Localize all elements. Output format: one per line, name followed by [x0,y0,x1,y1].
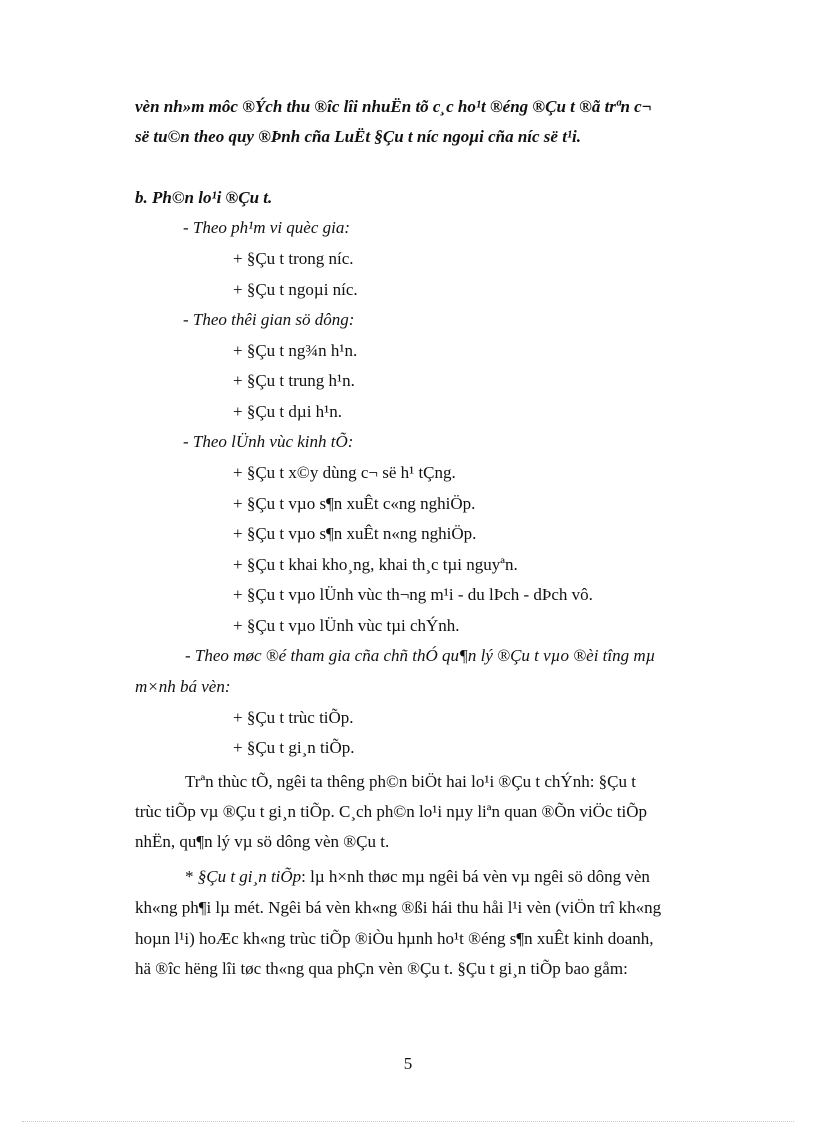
list-item: + §Çu t gi¸n tiÕp. [233,738,355,757]
indirect-investment-term: §Çu t gi¸n tiÕp [197,867,302,886]
paragraph-2-line-2: kh«ng ph¶i lµ mét. Ngêi bá vèn kh«ng ®ßi hái thu håi l¹i vèn (viÖn trî kh«ng [135,898,662,917]
duration-label: - Theo thêi gian sö dông: [183,310,355,329]
participation-label-line-2: m×nh bá vèn: [135,677,231,696]
paragraph-1-line-2: trùc tiÕp vµ ®Çu t gi¸n tiÕp. C¸ch ph©n lo¹i nµy liªn quan ®Õn viÖc tiÕp [135,802,647,821]
list-item: + §Çu t vµo lÜnh vùc tµi chÝnh. [233,616,460,635]
paragraph-2-line-1-rest: : lµ h×nh thøc mµ ngêi bá vèn vµ ngêi sö dông vèn [301,867,650,886]
list-item: + §Çu t khai kho¸ng, khai th¸c tµi nguyªn. [233,555,518,574]
sector-label: - Theo lÜnh vùc kinh tÕ: [183,432,354,451]
list-item: + §Çu t ng¾n h¹n. [233,341,358,360]
list-item: + §Çu t trùc tiÕp. [233,708,354,727]
star-marker: * [185,867,198,886]
list-item: + §Çu t x©y dùng c¬ së h¹ tÇng. [233,463,456,482]
list-item: + §Çu t vµo s¶n xuÊt c«ng nghiÖp. [233,494,476,513]
list-item: + §Çu t trong níc. [233,249,354,268]
paragraph-2-line-3: hoµn l¹i) hoÆc kh«ng trùc tiÕp ®iÒu hµnh ho¹t ®éng s¶n xuÊt kinh doanh, [135,929,654,948]
section-heading: b. Ph©n lo¹i ®Çu t. [135,188,273,207]
page-bottom-rule [22,1121,794,1122]
intro-line-2: së tu©n theo quy ®Þnh cña LuËt §Çu t níc ngoµi cña níc së t¹i. [135,127,582,146]
paragraph-1-line-1: Trªn thùc tÕ, ngêi ta thêng ph©n biÖt hai lo¹i ®Çu t chÝnh: §Çu t [185,772,636,791]
scope-label: - Theo ph¹m vi quèc gia: [183,218,351,237]
participation-label-line-1: - Theo møc ®é tham gia cña chñ thÓ qu¶n lý ®Çu t vµo ®èi tîng mµ [185,646,656,665]
paragraph-2-line-1 [185,866,650,888]
list-item: + §Çu t trung h¹n. [233,371,355,390]
intro-line-1: vèn nh»m môc ®Ých thu ®îc lîi nhuËn tõ c¸c ho¹t ®éng ®Çu t ®ã trªn c¬ [135,97,652,116]
page-number: 5 [403,1054,413,1073]
paragraph-1-line-3: nhËn, qu¶n lý vµ sö dông vèn ®Çu t. [135,832,390,851]
paragraph-2-line-4: hä ®îc hëng lîi tøc th«ng qua phÇn vèn ®Çu t. §Çu t gi¸n tiÕp bao gåm: [135,959,628,978]
list-item: + §Çu t dµi h¹n. [233,402,343,421]
list-item: + §Çu t vµo lÜnh vùc th¬ng m¹i - du lÞch - dÞch vô. [233,585,593,604]
list-item: + §Çu t vµo s¶n xuÊt n«ng nghiÖp. [233,524,477,543]
list-item: + §Çu t ngoµi níc. [233,280,358,299]
